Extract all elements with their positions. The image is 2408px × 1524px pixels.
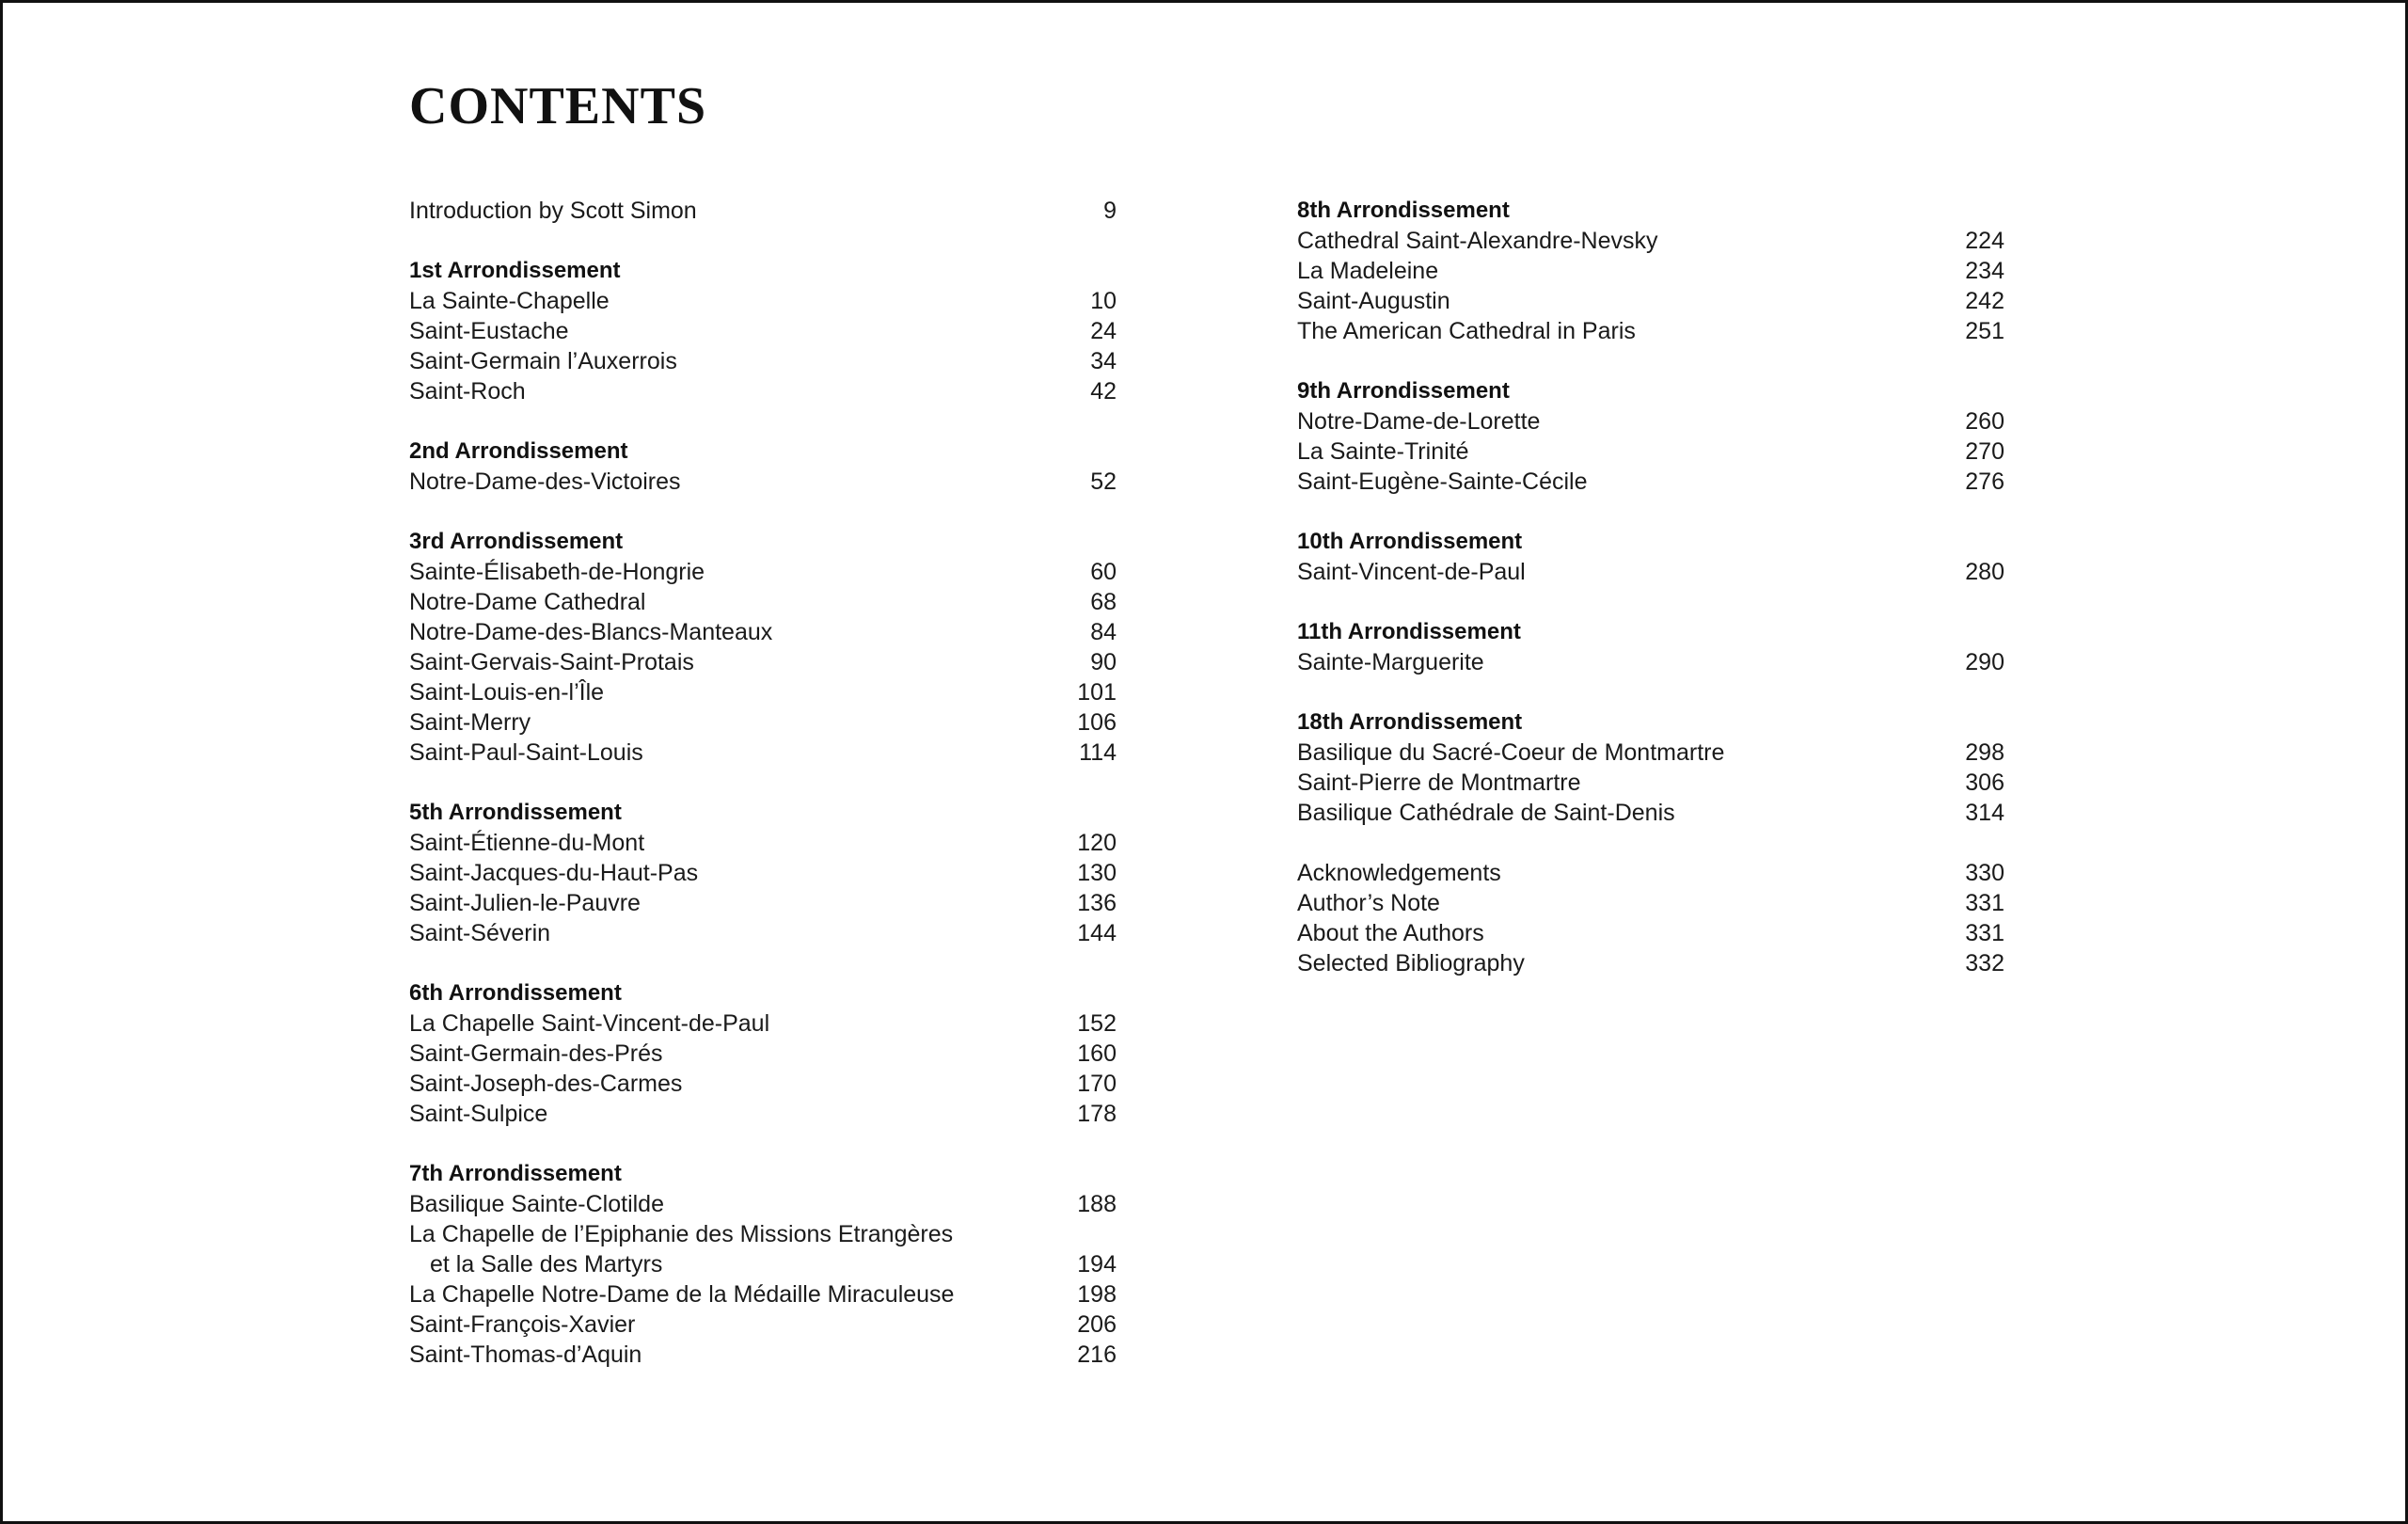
entry-label: Basilique Sainte-Clotilde — [409, 1191, 664, 1217]
entry-label: Saint-Roch — [409, 378, 526, 405]
entry-page: 90 — [1090, 649, 1117, 675]
entry-page: 251 — [1965, 318, 2004, 344]
entry-label: La Sainte-Chapelle — [409, 288, 610, 314]
section-heading: 9th Arrondissement — [1297, 378, 1510, 404]
toc-entry[interactable] — [409, 888, 1117, 918]
entry-label: Saint-Thomas-d’Aquin — [409, 1341, 642, 1368]
toc-entry[interactable] — [1297, 918, 2004, 948]
entry-page: 216 — [1077, 1341, 1117, 1368]
entry-page: 330 — [1965, 860, 2004, 886]
entry-label: Saint-Eustache — [409, 318, 569, 344]
entry-label: Saint-Sulpice — [409, 1101, 548, 1127]
entry-label: Basilique du Sacré-Coeur de Montmartre — [1297, 739, 1725, 766]
entry-label: Saint-Séverin — [409, 920, 551, 946]
entry-label: Saint-Étienne-du-Mont — [409, 830, 645, 856]
entry-label: La Chapelle Saint-Vincent-de-Paul — [409, 1010, 770, 1037]
toc-entry[interactable] — [409, 738, 1117, 768]
toc-entry[interactable] — [409, 707, 1117, 738]
toc-intro — [409, 196, 1117, 226]
entry-page: 101 — [1077, 679, 1117, 706]
entry-label: Notre-Dame-de-Lorette — [1297, 408, 1541, 435]
section-9th-arrondissement — [1297, 376, 2004, 497]
toc-entry[interactable] — [1297, 948, 2004, 978]
section-18th-arrondissement — [1297, 707, 2004, 828]
toc-entry[interactable] — [1297, 437, 2004, 467]
section-heading: 7th Arrondissement — [409, 1161, 622, 1186]
section-2nd-arrondissement — [409, 437, 1117, 497]
entry-page: 24 — [1090, 318, 1117, 344]
entry-label: Sainte-Élisabeth-de-Hongrie — [409, 559, 705, 585]
toc-entry[interactable] — [1297, 226, 2004, 256]
entry-label: La Sainte-Trinité — [1297, 438, 1469, 465]
toc-entry[interactable] — [409, 1310, 1117, 1340]
entry-page: 306 — [1965, 770, 2004, 796]
entry-label: Saint-Pierre de Montmartre — [1297, 770, 1581, 796]
entry-page: 144 — [1077, 920, 1117, 946]
toc-entry[interactable] — [409, 617, 1117, 647]
entry-page: 194 — [1077, 1251, 1117, 1278]
entry-label: Notre-Dame-des-Blancs-Manteaux — [409, 619, 773, 645]
entry-label: Saint-Jacques-du-Haut-Pas — [409, 860, 699, 886]
toc-entry[interactable] — [409, 196, 1117, 226]
toc-entry[interactable] — [409, 1008, 1117, 1039]
toc-entry[interactable] — [409, 918, 1117, 948]
page-title: CONTENTS — [409, 77, 707, 135]
entry-page: 276 — [1965, 468, 2004, 495]
section-heading: 2nd Arrondissement — [409, 438, 628, 464]
entry-label: Introduction by Scott Simon — [409, 198, 697, 224]
entry-page: 260 — [1965, 408, 2004, 435]
entry-page: 188 — [1077, 1191, 1117, 1217]
toc-entry[interactable] — [409, 647, 1117, 677]
entry-page: 332 — [1965, 950, 2004, 976]
toc-entry[interactable] — [1297, 647, 2004, 677]
entry-label: Acknowledgements — [1297, 860, 1501, 886]
entry-page: 160 — [1077, 1040, 1117, 1067]
entry-label: Notre-Dame-des-Victoires — [409, 468, 681, 495]
entry-label: Author’s Note — [1297, 890, 1440, 916]
entry-label: Notre-Dame Cathedral — [409, 589, 646, 615]
toc-right-column — [1297, 196, 2004, 1008]
entry-label: Saint-Augustin — [1297, 288, 1450, 314]
toc-entry[interactable] — [409, 1189, 1117, 1219]
toc-entry[interactable] — [1297, 768, 2004, 798]
entry-page: 42 — [1090, 378, 1117, 405]
entry-label: Saint-Germain l’Auxerrois — [409, 348, 677, 374]
entry-page: 270 — [1965, 438, 2004, 465]
entry-label: The American Cathedral in Paris — [1297, 318, 1636, 344]
entry-label: Saint-Paul-Saint-Louis — [409, 739, 643, 766]
toc-entry[interactable] — [409, 1099, 1117, 1129]
toc-entry[interactable] — [1297, 256, 2004, 286]
toc-entry[interactable] — [1297, 286, 2004, 316]
section-heading: 3rd Arrondissement — [409, 529, 624, 554]
entry-page: 234 — [1965, 258, 2004, 284]
entry-page: 68 — [1090, 589, 1117, 615]
toc-entry[interactable] — [1297, 557, 2004, 587]
toc-entry[interactable] — [1297, 406, 2004, 437]
section-3rd-arrondissement — [409, 527, 1117, 768]
entry-page: 280 — [1965, 559, 2004, 585]
entry-page: 242 — [1965, 288, 2004, 314]
entry-label: Saint-Julien-le-Pauvre — [409, 890, 641, 916]
toc-entry[interactable] — [409, 316, 1117, 346]
section-heading: 8th Arrondissement — [1297, 198, 1510, 223]
entry-label: Basilique Cathédrale de Saint-Denis — [1297, 800, 1675, 826]
back-matter — [1297, 858, 2004, 978]
toc-entry[interactable] — [409, 828, 1117, 858]
entry-label: et la Salle des Martyrs — [430, 1251, 663, 1278]
entry-page: 290 — [1965, 649, 2004, 675]
toc-entry[interactable] — [409, 1279, 1117, 1310]
section-11th-arrondissement — [1297, 617, 2004, 677]
entry-label: Saint-Louis-en-l’Île — [409, 679, 605, 706]
entry-page: 178 — [1077, 1101, 1117, 1127]
toc-entry[interactable] — [409, 858, 1117, 888]
toc-entry[interactable] — [409, 1039, 1117, 1069]
toc-entry[interactable] — [1297, 888, 2004, 918]
entry-page: 106 — [1077, 709, 1117, 736]
entry-page: 10 — [1090, 288, 1117, 314]
toc-left-column — [409, 196, 1117, 1400]
section-heading: 6th Arrondissement — [409, 980, 622, 1006]
entry-label: La Chapelle Notre-Dame de la Médaille Miraculeuse — [409, 1281, 955, 1308]
entry-page: 60 — [1090, 559, 1117, 585]
toc-entry[interactable] — [409, 1340, 1117, 1370]
entry-page: 331 — [1965, 890, 2004, 916]
entry-page: 34 — [1090, 348, 1117, 374]
entry-page: 52 — [1090, 468, 1117, 495]
toc-entry[interactable] — [1297, 738, 2004, 768]
toc-entry[interactable] — [1297, 316, 2004, 346]
toc-entry[interactable] — [409, 346, 1117, 376]
toc-entry[interactable] — [409, 467, 1117, 497]
entry-label: Saint-François-Xavier — [409, 1311, 636, 1338]
entry-label: About the Authors — [1297, 920, 1484, 946]
section-7th-arrondissement — [409, 1159, 1117, 1370]
entry-page: 198 — [1077, 1281, 1117, 1308]
section-1st-arrondissement — [409, 256, 1117, 406]
entry-page: 331 — [1965, 920, 2004, 946]
entry-page: 84 — [1090, 619, 1117, 645]
entry-label: Saint-Merry — [409, 709, 531, 736]
entry-page: 314 — [1965, 800, 2004, 826]
entry-label: Saint-Eugène-Sainte-Cécile — [1297, 468, 1588, 495]
toc-entry[interactable] — [409, 1069, 1117, 1099]
toc-entry[interactable] — [409, 677, 1117, 707]
entry-label: Sainte-Marguerite — [1297, 649, 1484, 675]
entry-page: 298 — [1965, 739, 2004, 766]
section-heading: 18th Arrondissement — [1297, 709, 1523, 735]
entry-label: Cathedral Saint-Alexandre-Nevsky — [1297, 228, 1658, 254]
entry-page: 136 — [1077, 890, 1117, 916]
entry-label: Selected Bibliography — [1297, 950, 1525, 976]
section-5th-arrondissement — [409, 798, 1117, 948]
toc-entry[interactable] — [1297, 467, 2004, 497]
toc-entry[interactable] — [1297, 798, 2004, 828]
entry-page: 120 — [1077, 830, 1117, 856]
toc-entry[interactable] — [409, 557, 1117, 587]
entry-label: Saint-Joseph-des-Carmes — [409, 1071, 683, 1097]
section-8th-arrondissement — [1297, 196, 2004, 346]
entry-page: 130 — [1077, 860, 1117, 886]
section-heading: 10th Arrondissement — [1297, 529, 1523, 554]
toc-entry[interactable] — [409, 1219, 1117, 1249]
entry-page: 224 — [1965, 228, 2004, 254]
entry-page: 152 — [1077, 1010, 1117, 1037]
entry-label: Saint-Vincent-de-Paul — [1297, 559, 1526, 585]
section-heading: 11th Arrondissement — [1297, 619, 1521, 644]
entry-label: Saint-Germain-des-Prés — [409, 1040, 663, 1067]
entry-page: 170 — [1077, 1071, 1117, 1097]
section-10th-arrondissement — [1297, 527, 2004, 587]
entry-page — [1060, 1219, 1117, 1249]
toc-entry[interactable] — [409, 286, 1117, 316]
toc-entry-continuation[interactable] — [409, 1249, 1117, 1279]
toc-entry[interactable] — [409, 376, 1117, 406]
section-6th-arrondissement — [409, 978, 1117, 1129]
entry-page: 206 — [1077, 1311, 1117, 1338]
entry-page: 9 — [1103, 198, 1117, 224]
entry-label: Saint-Gervais-Saint-Protais — [409, 649, 694, 675]
section-heading: 5th Arrondissement — [409, 800, 622, 825]
toc-entry[interactable] — [409, 587, 1117, 617]
entry-label: La Madeleine — [1297, 258, 1439, 284]
toc-entry[interactable] — [1297, 858, 2004, 888]
entry-page: 114 — [1079, 739, 1117, 766]
entry-label: La Chapelle de l’Epiphanie des Missions Etrangères — [409, 1221, 954, 1247]
section-heading: 1st Arrondissement — [409, 258, 621, 283]
